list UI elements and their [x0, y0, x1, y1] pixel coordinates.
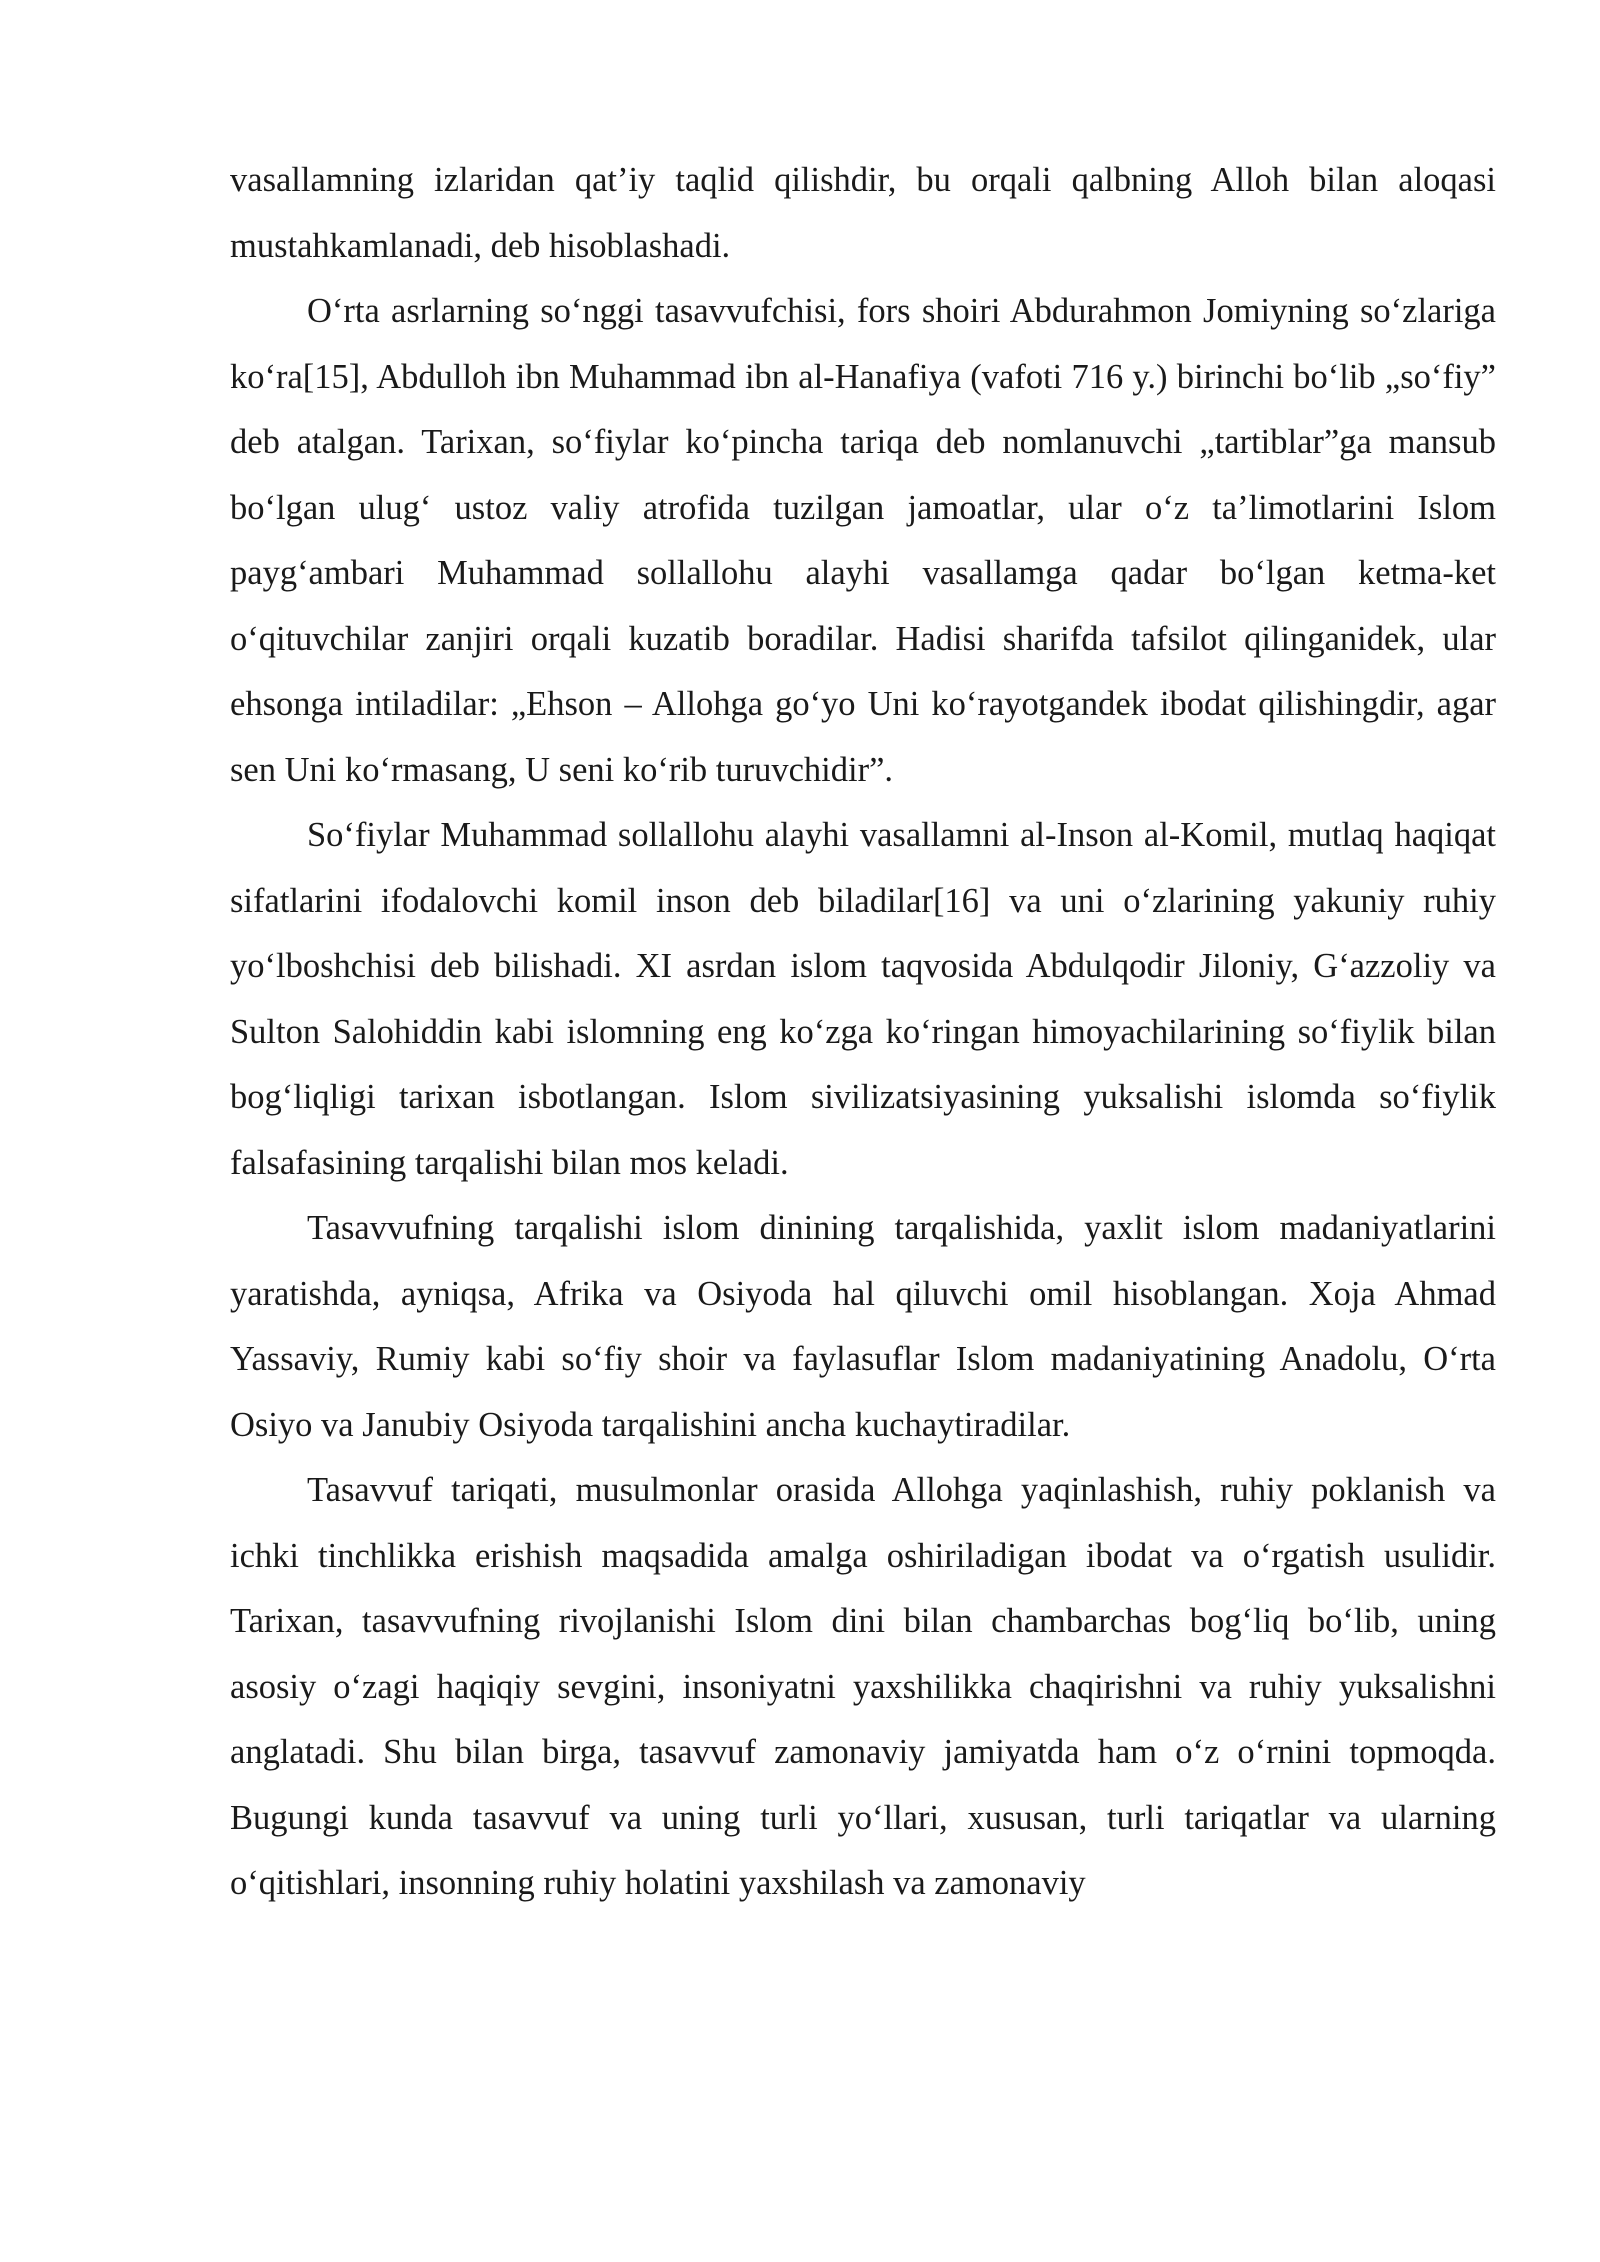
paragraph-tasavvuf-tariqat: Tasavvuf tariqati, musulmonlar orasida Allohga yaqinlashish, ruhiy poklanish va ichki tinchlikka erishish maqsadida amalga oshiriladigan ibodat va o‘rgatish usulidir. Tarixan, tasavvufning rivojlanishi Islom dini bilan chambarchas bog‘liq bo‘lib, uning asosiy o‘zagi haqiqiy sevgini, insoniyatni yaxshilikka chaqirishni va ruhiy yuksalishni anglatadi. Shu bilan birga, tasavvuf zamonaviy jamiyatda ham o‘z o‘rnini topmoqda. Bugungi kunda tasavvuf va uning turli yo‘llari, xususan, turli tariqatlar va ularning o‘qitishlari, insonning ruhiy holatini yaxshilash va zamonaviy [230, 1471, 1496, 1902]
paragraph-continuation: vasallamning izlaridan qat’iy taqlid qilishdir, bu orqali qalbning Alloh bilan aloqasi mustahkamlanadi, deb hisoblashadi. [230, 161, 1496, 265]
paragraph-insan-kamil: So‘fiylar Muhammad sollallohu alayhi vasallamni al-Inson al-Komil, mutlaq haqiqat sifatlarini ifodalovchi komil inson deb biladilar[16] va uni o‘zlarining yakuniy ruhiy yo‘lboshchisi deb bilishadi. XI asrdan islom taqvosida Abdulqodir Jiloniy, G‘azzoliy va Sulton Salohiddin kabi islomning eng ko‘zga ko‘ringan himoyachilarining so‘fiylik bilan bog‘liqligi tarixan isbotlangan. Islom sivilizatsiyasining yuksalishi islomda so‘fiylik falsafasining tarqalishi bilan mos keladi. [230, 816, 1496, 1182]
paragraph-jomiy-sufi-origins: O‘rta asrlarning so‘nggi tasavvufchisi, fors shoiri Abdurahmon Jomiyning so‘zlariga ko‘ra[15], Abdulloh ibn Muhammad ibn al-Hanafiya (vafoti 716 y.) birinchi bo‘lib „so‘fiy” deb atalgan. Tarixan, so‘fiylar ko‘pincha tariqa deb nomlanuvchi „tartiblar”ga mansub bo‘lgan ulug‘ ustoz valiy atrofida tuzilgan jamoatlar, ular o‘z ta’limotlarini Islom payg‘ambari Muhammad sollallohu alayhi vasallamga qadar bo‘lgan ketma-ket o‘qituvchilar zanjiri orqali kuzatib boradilar. Hadisi sharifda tafsilot qilinganidek, ular ehsonga intiladilar: „Ehson – Allohga go‘yo Uni ko‘rayotgandek ibodat qilishingdir, agar sen Uni ko‘rmasang, U seni ko‘rib turuvchidir”. [230, 292, 1496, 789]
document-page [230, 148, 1496, 1917]
paragraph-spread-of-sufism: Tasavvufning tarqalishi islom dinining tarqalishida, yaxlit islom madaniyatlarini yaratishda, ayniqsa, Afrika va Osiyoda hal qiluvchi omil hisoblangan. Xoja Ahmad Yassaviy, Rumiy kabi so‘fiy shoir va faylasuflar Islom madaniyatining Anadolu, O‘rta Osiyo va Janubiy Osiyoda tarqalishini ancha kuchaytiradilar. [230, 1209, 1496, 1444]
